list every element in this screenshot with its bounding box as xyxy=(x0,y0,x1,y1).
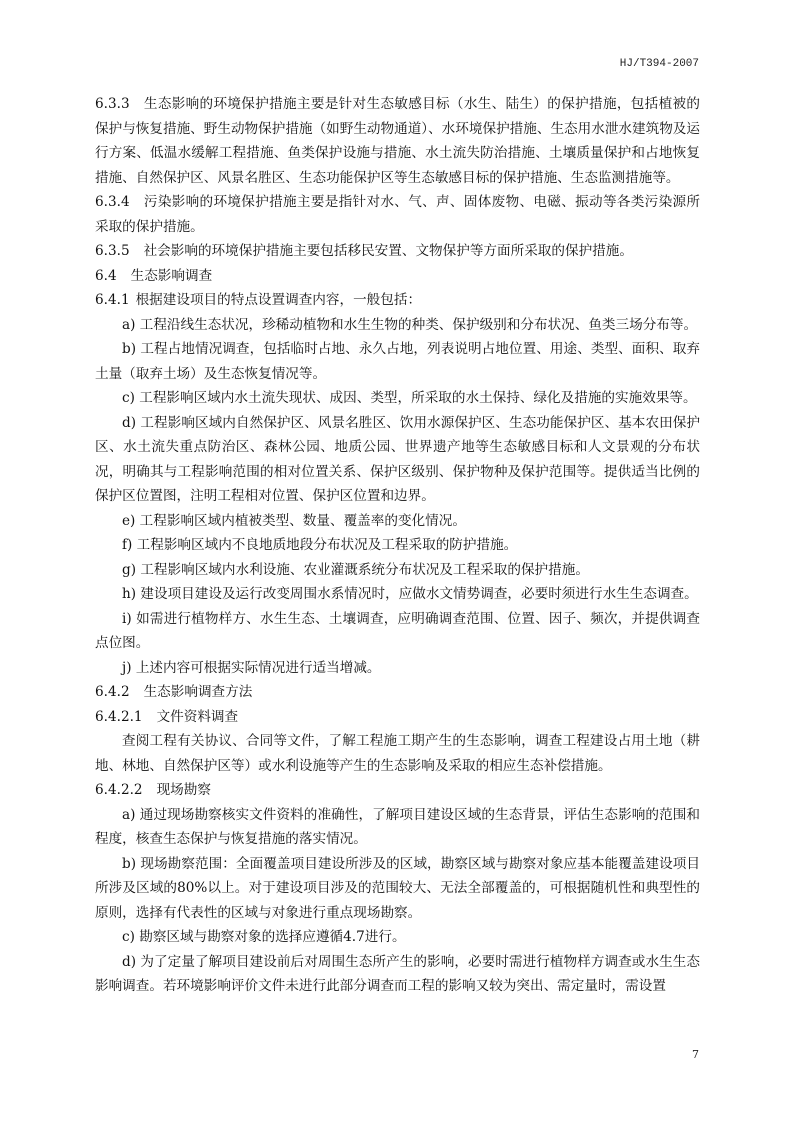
clause-text: 根据建设项目的特点设置调查内容，一般包括： xyxy=(135,292,422,308)
paragraph-file-review: 查阅工程有关协议、合同等文件，了解工程施工期产生的生态影响，调查工程建设占用土地（耕地、林地、自然保护区等）或水利设施等产生的生态影响及采取的相应生态补偿措施。 xyxy=(95,733,700,774)
page-number: 7 xyxy=(692,1048,699,1061)
clause-number: 6.3.4 xyxy=(95,194,130,210)
section-number: 6.4.2.1 xyxy=(95,708,143,725)
clause-6-3-3 xyxy=(95,92,700,190)
section-number: 6.4.2.2 xyxy=(95,782,143,798)
clause-number: 6.3.5 xyxy=(95,243,130,259)
clause-number: 6.3.3 xyxy=(95,96,130,112)
list-item-c: c) 勘察区域与勘察对象的选择应遵循4.7进行。 xyxy=(122,929,406,945)
section-number: 6.4.2 xyxy=(95,684,130,700)
clause-text: 污染影响的环境保护措施主要是指针对水、气、声、固体废物、电磁、振动等各类污染源所采取的保护措施。 xyxy=(95,194,700,235)
list-item-c: c) 工程影响区域内水土流失现状、成因、类型，所采取的水土保持、绿化及措施的实施效果等。 xyxy=(122,390,697,406)
list-item-b: b) 工程占地情况调查，包括临时占地、永久占地，列表说明占地位置、用途、类型、面积、取弃土量（取弃土场）及生态恢复情况等。 xyxy=(95,341,700,382)
section-title: 生态影响调查方法 xyxy=(143,684,253,700)
document-id-header: HJ/T394-2007 xyxy=(619,58,699,70)
list-item-i: i) 如需进行植物样方、水生生态、土壤调查，应明确调查范围、位置、因子、频次，并提供调查点位图。 xyxy=(95,610,700,651)
section-title: 生态影响调查 xyxy=(130,267,213,284)
section-heading-6-4 xyxy=(95,264,700,289)
clause-number: 6.4.1 xyxy=(95,292,130,308)
list-item-a: a) 通过现场勘察核实文件资料的准确性，了解项目建设区域的生态背景，评估生态影响的范围和程度，核查生态保护与恢复措施的落实情况。 xyxy=(95,806,700,847)
list-item-a: a) 工程沿线生态状况，珍稀动植物和水生生物的种类、保护级别和分布状况、鱼类三场分布等。 xyxy=(122,316,698,333)
list-item-d: d) 为了定量了解项目建设前后对周围生态所产生的影响，必要时需进行植物样方调查或水生生态影响调查。若环境影响评价文件未进行此部分调查而工程的影响又较为突出、需定量时，需设置 xyxy=(95,953,700,994)
section-heading-6-4-2 xyxy=(95,680,700,705)
section-title: 现场勘察 xyxy=(156,782,211,798)
clause-6-3-5 xyxy=(95,239,700,264)
list-item-b: b) 现场勘察范围：全面覆盖项目建设所涉及的区域，勘察区域与勘察对象应基本能覆盖建设项目所涉及区域的80%以上。对于建设项目涉及的范围较大、无法全部覆盖的，可根据随机性和典型性的原则，选择有代表性的区域与对象进行重点现场勘察。 xyxy=(95,855,700,921)
list-item-e: e) 工程影响区域内植被类型、数量、覆盖率的变化情况。 xyxy=(122,512,466,529)
clause-6-4-1 xyxy=(95,288,700,313)
list-item-j: j) 上述内容可根据实际情况进行适当增减。 xyxy=(122,659,381,676)
section-heading-6-4-2-2 xyxy=(95,778,700,803)
section-heading-6-4-2-1 xyxy=(95,705,700,730)
list-item-g: g) 工程影响区域内水利设施、农业灌溉系统分布状况及工程采取的保护措施。 xyxy=(122,561,589,578)
list-item-h: h) 建设项目建设及运行改变周围水系情况时，应做水文情势调查，必要时须进行水生生态调查。 xyxy=(122,586,698,602)
list-item-f: f) 工程影响区域内不良地质地段分布状况及工程采取的防护措施。 xyxy=(122,537,518,553)
section-title: 文件资料调查 xyxy=(156,708,239,725)
clause-6-3-4 xyxy=(95,190,700,239)
list-item-d: d) 工程影响区域内自然保护区、风景名胜区、饮用水源保护区、生态功能保护区、基本农田保护区、水土流失重点防治区、森林公园、地质公园、世界遗产地等生态敏感目标和人文景观的分布状况，明确其与工程影响范围的相对位置关系、保护区级别、保护物种及保护范围等。提供适当比例的保护区位置图，注明工程相对位置、保护区位置和边界。 xyxy=(95,414,700,504)
section-number: 6.4 xyxy=(95,267,117,284)
clause-text: 社会影响的环境保护措施主要包括移民安置、文物保护等方面所采取的保护措施。 xyxy=(143,243,633,259)
page-body xyxy=(95,92,700,999)
clause-text: 生态影响的环境保护措施主要是针对生态敏感目标（水生、陆生）的保护措施，包括植被的保护与恢复措施、野生动物保护措施（如野生动物通道）、水环境保护措施、生态用水泄水建筑物及运行方案、低温水缓解工程措施、鱼类保护设施与措施、水土流失防治措施、土壤质量保护和占地恢复措施、自然保护区、风景名胜区、生态功能保护区等生态敏感目标的保护措施、生态监测措施等。 xyxy=(95,96,700,186)
